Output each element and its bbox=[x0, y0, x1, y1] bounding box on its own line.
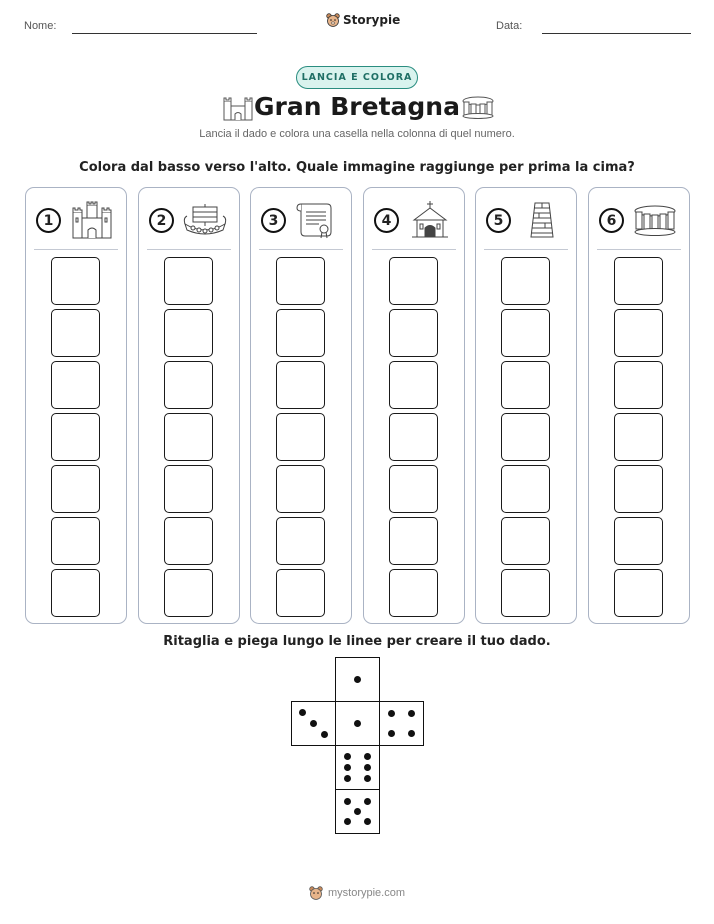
column-divider bbox=[372, 249, 456, 250]
footer bbox=[308, 885, 405, 901]
color-box[interactable] bbox=[501, 569, 550, 617]
die-face-five bbox=[335, 789, 380, 834]
color-box[interactable] bbox=[164, 257, 213, 305]
die-pip bbox=[354, 720, 361, 727]
color-box[interactable] bbox=[389, 465, 438, 513]
color-box[interactable] bbox=[51, 361, 100, 409]
die-pip bbox=[388, 730, 395, 737]
color-box[interactable] bbox=[276, 465, 325, 513]
color-box[interactable] bbox=[164, 361, 213, 409]
color-box[interactable] bbox=[389, 413, 438, 461]
column-5 bbox=[475, 187, 577, 624]
color-box[interactable] bbox=[501, 309, 550, 357]
color-box[interactable] bbox=[614, 569, 663, 617]
die-pip bbox=[408, 730, 415, 737]
column-divider bbox=[34, 249, 118, 250]
column-number: 1 bbox=[36, 208, 61, 233]
color-box[interactable] bbox=[276, 257, 325, 305]
viking-ship-icon bbox=[183, 200, 227, 240]
color-box[interactable] bbox=[614, 257, 663, 305]
color-box[interactable] bbox=[501, 517, 550, 565]
column-4 bbox=[363, 187, 465, 624]
column-divider bbox=[597, 249, 681, 250]
die-pip bbox=[310, 720, 317, 727]
color-box[interactable] bbox=[389, 517, 438, 565]
stonehenge-icon bbox=[461, 93, 495, 119]
color-box[interactable] bbox=[164, 569, 213, 617]
die-pip bbox=[364, 753, 371, 760]
color-box[interactable] bbox=[389, 257, 438, 305]
die-pip bbox=[344, 818, 351, 825]
dice-instruction: Ritaglia e piega lungo le linee per creare il tuo dado. bbox=[163, 634, 551, 649]
die-pip bbox=[408, 710, 415, 717]
date-line[interactable] bbox=[542, 33, 691, 34]
die-pip bbox=[354, 676, 361, 683]
color-box[interactable] bbox=[389, 309, 438, 357]
color-box[interactable] bbox=[164, 413, 213, 461]
color-box[interactable] bbox=[389, 569, 438, 617]
color-box[interactable] bbox=[614, 361, 663, 409]
stonehenge-icon bbox=[633, 200, 677, 240]
die-pip bbox=[364, 775, 371, 782]
column-divider bbox=[147, 249, 231, 250]
die-face-four bbox=[379, 701, 424, 746]
die-pip bbox=[344, 764, 351, 771]
color-box[interactable] bbox=[51, 517, 100, 565]
date-label: Data: bbox=[496, 20, 523, 32]
color-box[interactable] bbox=[51, 465, 100, 513]
color-box[interactable] bbox=[164, 465, 213, 513]
tower-icon bbox=[520, 200, 564, 240]
die-face-one bbox=[335, 657, 380, 702]
die-pip bbox=[364, 798, 371, 805]
color-box[interactable] bbox=[501, 361, 550, 409]
page-title: Gran Bretagna bbox=[254, 92, 460, 121]
color-box[interactable] bbox=[276, 361, 325, 409]
die-pip bbox=[364, 818, 371, 825]
color-box[interactable] bbox=[51, 569, 100, 617]
logo-text: Storypie bbox=[343, 13, 401, 27]
color-box[interactable] bbox=[614, 517, 663, 565]
die-face-three bbox=[291, 701, 336, 746]
color-box[interactable] bbox=[614, 413, 663, 461]
column-3 bbox=[250, 187, 352, 624]
die-pip bbox=[354, 808, 361, 815]
column-number: 3 bbox=[261, 208, 286, 233]
die-pip bbox=[321, 731, 328, 738]
color-box[interactable] bbox=[276, 569, 325, 617]
color-box[interactable] bbox=[501, 413, 550, 461]
color-box[interactable] bbox=[51, 309, 100, 357]
column-number: 4 bbox=[374, 208, 399, 233]
color-box[interactable] bbox=[276, 517, 325, 565]
castle-icon bbox=[70, 200, 114, 240]
die-face-six bbox=[335, 745, 380, 790]
bear-icon bbox=[308, 885, 324, 901]
column-divider bbox=[484, 249, 568, 250]
color-box[interactable] bbox=[276, 413, 325, 461]
activity-badge: LANCIA E COLORA bbox=[296, 66, 418, 89]
subtitle: Lancia il dado e colora una casella nella colonna di quel numero. bbox=[199, 128, 515, 140]
die-pip bbox=[388, 710, 395, 717]
name-label: Nome: bbox=[24, 20, 57, 32]
color-box[interactable] bbox=[164, 309, 213, 357]
color-box[interactable] bbox=[51, 413, 100, 461]
color-box[interactable] bbox=[501, 465, 550, 513]
die-pip bbox=[344, 753, 351, 760]
bear-icon bbox=[326, 12, 340, 28]
column-number: 2 bbox=[149, 208, 174, 233]
scroll-icon bbox=[295, 200, 339, 240]
color-box[interactable] bbox=[51, 257, 100, 305]
column-6 bbox=[588, 187, 690, 624]
column-number: 5 bbox=[486, 208, 511, 233]
color-box[interactable] bbox=[614, 465, 663, 513]
name-line[interactable] bbox=[72, 33, 257, 34]
die-pip bbox=[299, 709, 306, 716]
die-pip bbox=[344, 775, 351, 782]
die-face-one bbox=[335, 701, 380, 746]
storypie-logo bbox=[326, 12, 400, 28]
church-icon bbox=[408, 200, 452, 240]
column-2 bbox=[138, 187, 240, 624]
coloring-instruction: Colora dal basso verso l'alto. Quale immagine raggiunge per prima la cima? bbox=[79, 160, 635, 175]
column-number: 6 bbox=[599, 208, 624, 233]
die-pip bbox=[344, 798, 351, 805]
column-divider bbox=[259, 249, 343, 250]
color-box[interactable] bbox=[164, 517, 213, 565]
die-pip bbox=[364, 764, 371, 771]
footer-url[interactable]: mystorypie.com bbox=[328, 887, 406, 899]
color-box[interactable] bbox=[276, 309, 325, 357]
color-box[interactable] bbox=[501, 257, 550, 305]
color-box[interactable] bbox=[389, 361, 438, 409]
column-1 bbox=[25, 187, 127, 624]
color-box[interactable] bbox=[614, 309, 663, 357]
